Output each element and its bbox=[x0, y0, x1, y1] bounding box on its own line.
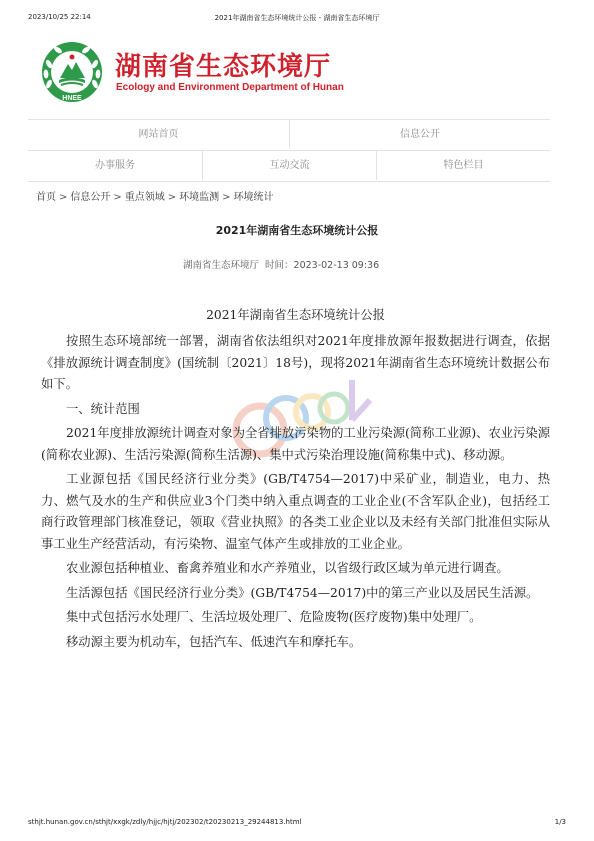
breadcrumb-env-monitoring[interactable]: 环境监测 bbox=[179, 192, 220, 203]
department-emblem-icon[interactable] bbox=[40, 40, 104, 104]
nav-item-interaction[interactable]: 互动交流 bbox=[203, 151, 377, 180]
brand-title[interactable]: 湖南省生态环境厅 bbox=[115, 52, 332, 82]
nav-item-featured[interactable]: 特色栏目 bbox=[443, 160, 484, 171]
brand-subtitle: Ecology and Environment Department of Hunan bbox=[116, 82, 344, 93]
nav-item-services[interactable]: 办事服务 bbox=[28, 151, 203, 180]
article-time-label: 时间： bbox=[265, 260, 294, 271]
section-heading-scope: 一、统计范围 bbox=[66, 401, 140, 416]
nav-row-2 bbox=[28, 151, 550, 182]
article-body bbox=[41, 306, 550, 656]
article-meta bbox=[183, 257, 379, 271]
paragraph-domestic: 生活源包括《国民经济行业分类》(GB/T4754—2017)中的第三产业以及居民生活源。 bbox=[66, 585, 539, 600]
print-page-title: 2021年湖南省生态环境统计公报 - 湖南省生态环境厅 bbox=[214, 14, 380, 22]
article-title: 2021年湖南省生态环境统计公报 bbox=[215, 224, 379, 237]
breadcrumb-info-disclosure[interactable]: 信息公开 bbox=[70, 192, 111, 203]
print-footer bbox=[0, 818, 594, 830]
breadcrumb-separator: > bbox=[167, 192, 177, 203]
breadcrumb-home[interactable]: 首页 bbox=[36, 192, 56, 203]
paragraph-mobile: 移动源主要为机动车，包括汽车、低速汽车和摩托车。 bbox=[66, 634, 362, 649]
breadcrumb-key-areas[interactable]: 重点领域 bbox=[124, 192, 165, 203]
page-url: sthjt.hunan.gov.cn/sthjt/xxgk/zdly/hjjc/hjtj/202302/t20230213_29244813.html bbox=[28, 818, 302, 826]
nav-item-home[interactable]: 网站首页 bbox=[28, 120, 290, 149]
paragraph-scope: 2021年度排放源统计调查对象为全省排放污染物的工业污染源(简称工业源)、农业污染源(简称农业源)、生活污染源(简称生活源)、集中式污染治理设施(简称集中式)、移动源。 bbox=[41, 426, 550, 462]
article-source: 湖南省生态环境厅 bbox=[183, 260, 260, 271]
site-header bbox=[40, 40, 560, 108]
breadcrumb bbox=[36, 188, 274, 203]
print-header bbox=[0, 13, 594, 25]
nav-item-info-disclosure[interactable]: 信息公开 bbox=[400, 129, 440, 140]
paragraph-intro: 按照生态环境部统一部署，湖南省依法组织对2021年度排放源年报数据进行调查，依据《排放源统计调查制度》(国统制〔2021〕18号)，现将2021年湖南省生态环境统计数据公布如下。 bbox=[41, 334, 550, 391]
print-timestamp: 2023/10/25 22:14 bbox=[28, 13, 91, 21]
nav-row-1 bbox=[28, 120, 550, 151]
paragraph-agricultural: 农业源包括种植业、畜禽养殖业和水产养殖业，以省级行政区域为单元进行调查。 bbox=[66, 561, 509, 575]
paragraph-centralized: 集中式包括污水处理厂、生活垃圾处理厂、危险废物(医疗废物)集中处理厂。 bbox=[66, 610, 482, 624]
svg-text:HNEE: HNEE bbox=[62, 95, 82, 102]
breadcrumb-env-statistics[interactable]: 环境统计 bbox=[233, 192, 274, 203]
article-heading: 2021年湖南省生态环境统计公报 bbox=[206, 308, 385, 322]
page-number: 1/3 bbox=[554, 818, 566, 826]
breadcrumb-separator: > bbox=[113, 192, 122, 203]
main-nav bbox=[28, 119, 550, 180]
article-time: 2023-02-13 09:36 bbox=[293, 260, 380, 271]
paragraph-industrial: 工业源包括《国民经济行业分类》(GB/T4754—2017)中采矿业，制造业，电力、热力、燃气及水的生产和供应业3个门类中纳入重点调查的工业企业(不含军队企业)，包括经工商行政管理部门核准登记，领取《营业执照》的各类工业企业以及未经有关部门批准但实际从事工业生产经营活动，有污染物、温室气体产生或排放的工业企业。 bbox=[41, 472, 550, 551]
breadcrumb-separator: > bbox=[222, 192, 231, 203]
breadcrumb-separator: > bbox=[59, 192, 68, 203]
